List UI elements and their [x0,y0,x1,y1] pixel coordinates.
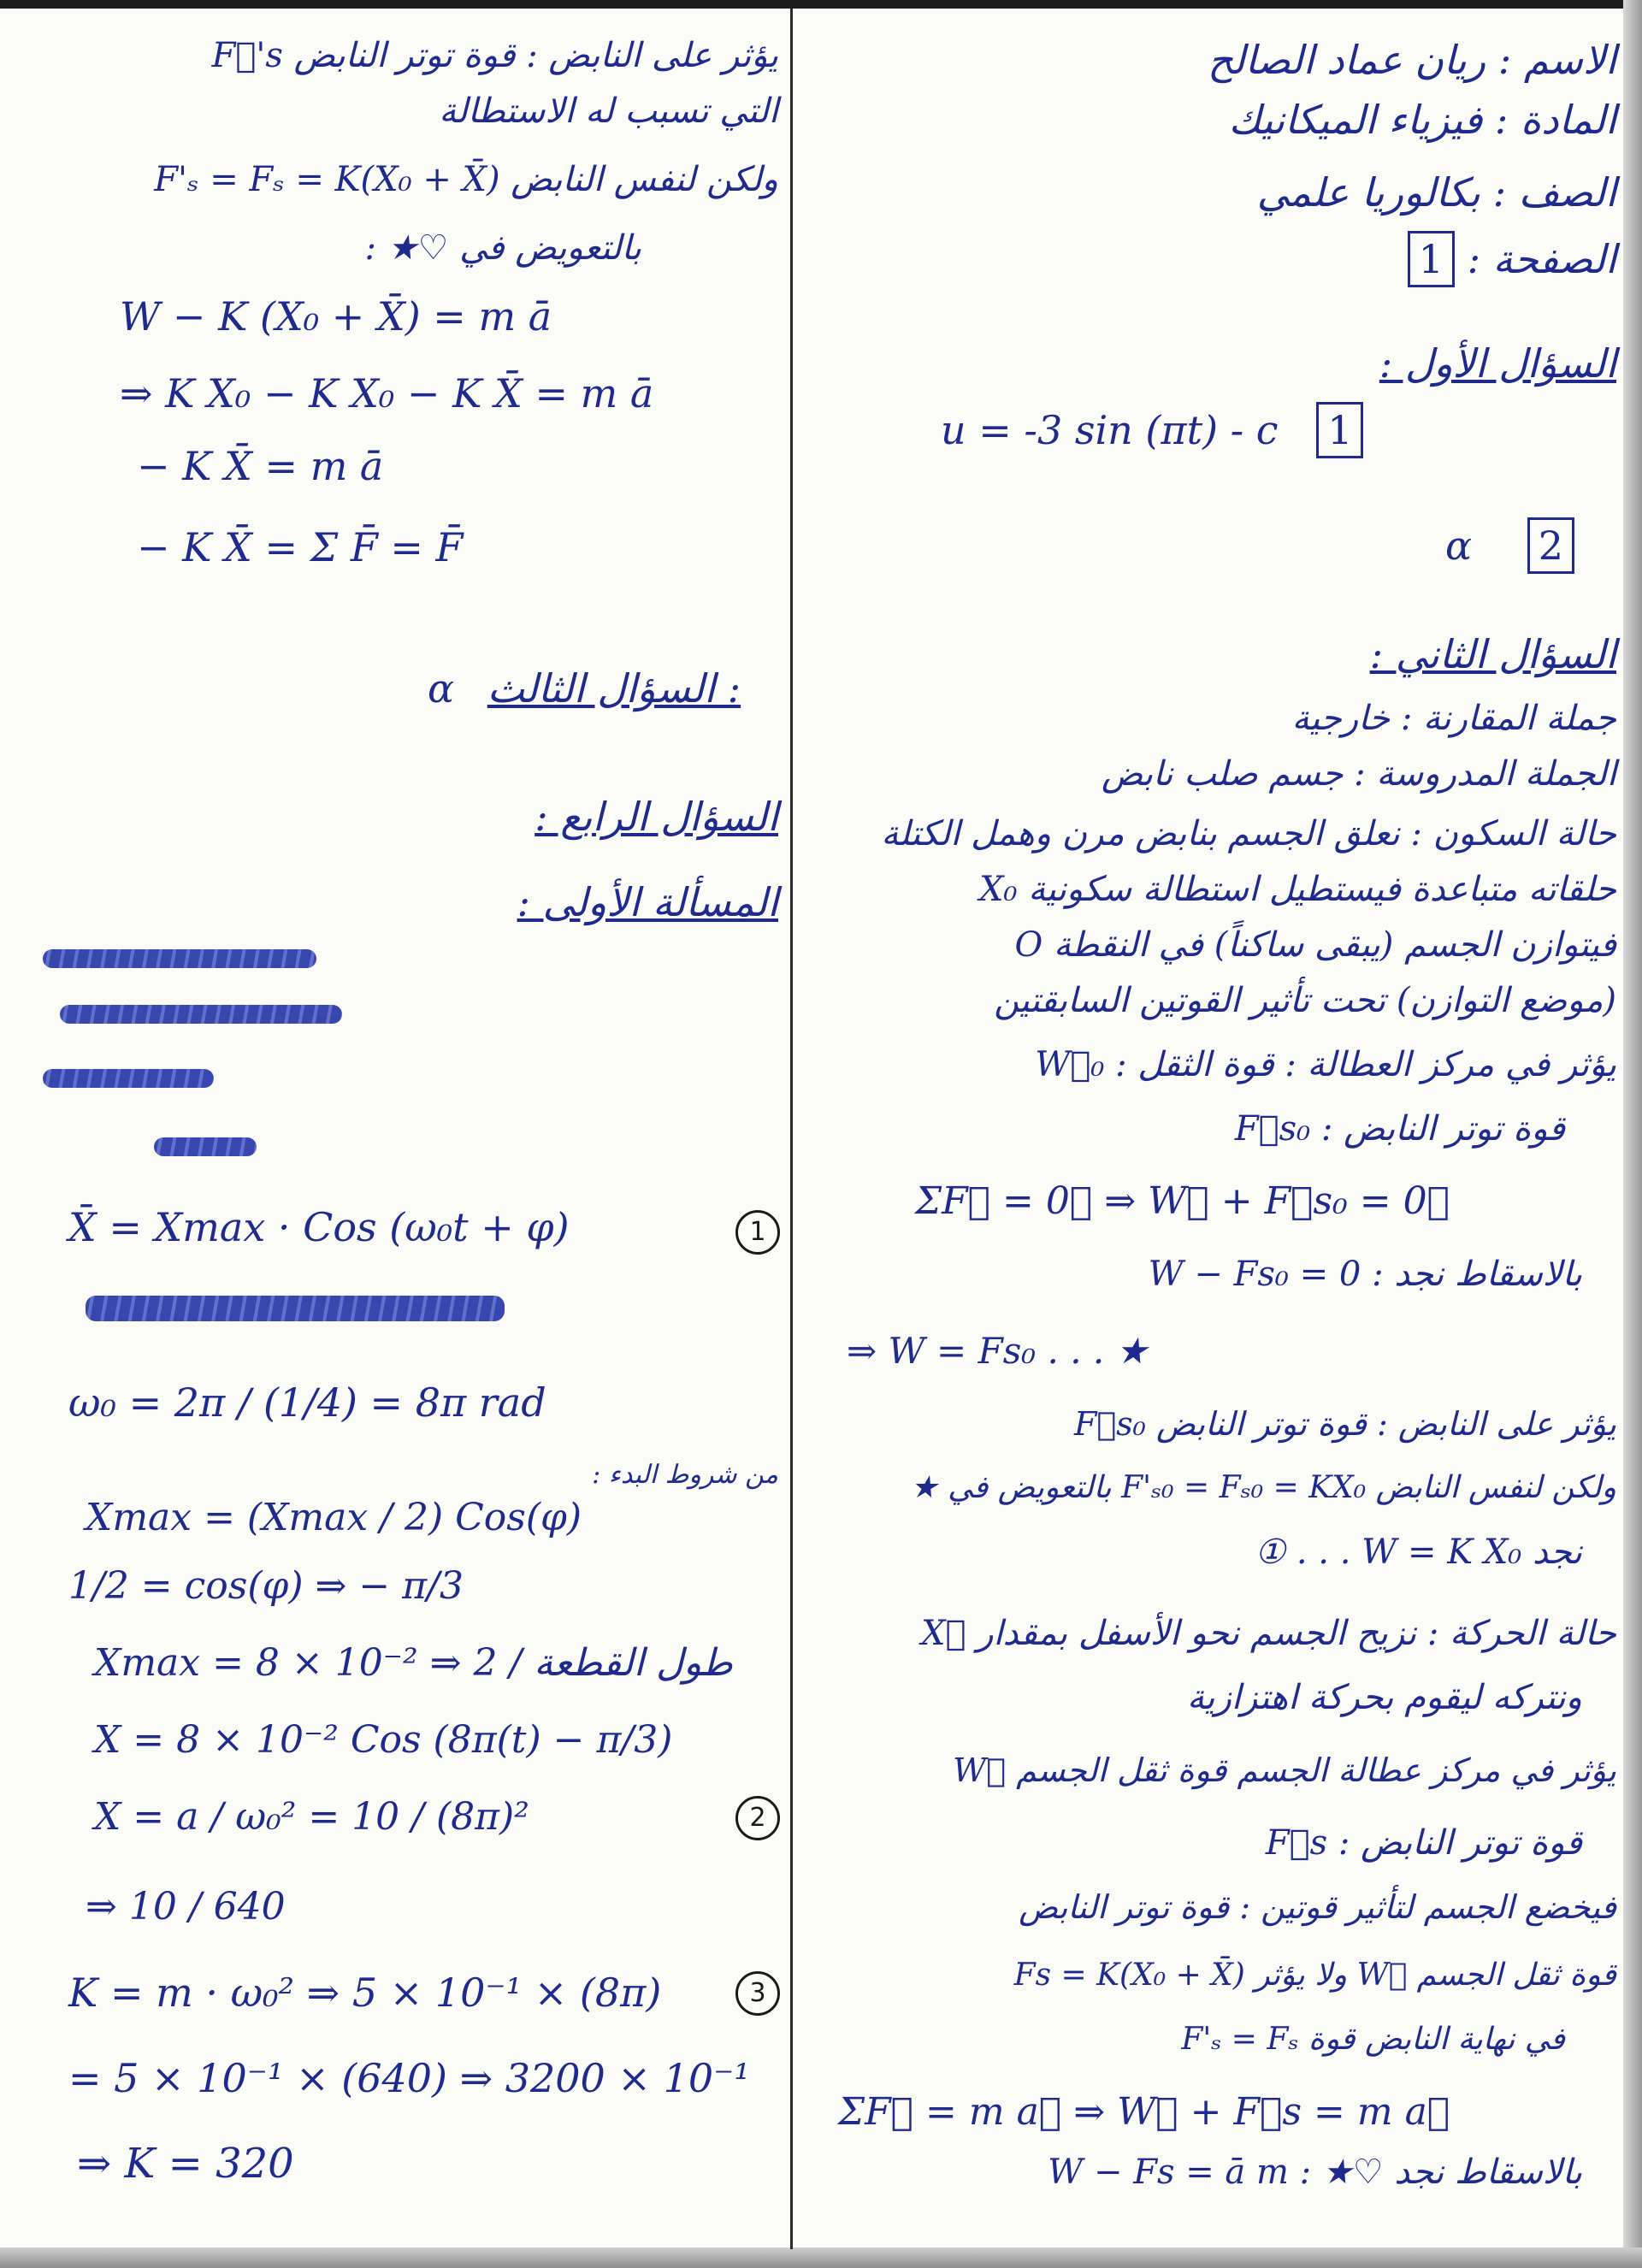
crossed-out-text [154,1137,257,1156]
q2-line: يؤثر في مركز العطالة : قوة الثقل : W⃗₀ [1035,1045,1616,1084]
crossed-out-text [60,1005,342,1024]
work-equation: K = m · ω₀² ⇒ 5 × 10⁻¹ × (8π) [68,1970,662,2016]
subject-line: المادة : فيزياء الميكانيك [1228,97,1616,143]
work-equation: Xmax = 8 × 10⁻² ⇒ طول القطعة / 2 [94,1641,733,1685]
q2-line: جملة المقارنة : خارجية [1291,699,1616,738]
page-label: الصفحة : [1467,236,1616,282]
left-top-line: ولكن لنفس النابض F'ₛ = Fₛ = K(X₀ + X̄) [154,160,778,199]
q2-line: فيخضع الجسم لتأثير قوتين : قوة توتر النابض [1019,1888,1616,1926]
left-equation: ⇒ K X₀ − K X₀ − K X̄ = m ā [120,370,654,416]
left-equation: W − K (X₀ + X̄) = m ā [120,293,552,340]
q2-line: يؤثر في مركز عطالة الجسم قوة ثقل الجسم W⃗ [953,1751,1616,1789]
work-equation: Xmax = (Xmax / 2) Cos(φ) [86,1496,582,1539]
q2-line: يؤثر على النابض : قوة توتر النابض F⃗s₀ [1073,1405,1616,1443]
class-line: الصف : بكالوريا علمي [1256,169,1616,216]
q2-title: السؤال الثاني : [1369,631,1616,677]
column-divider [790,9,793,2249]
q3-row [428,663,741,714]
q2-line: قوة توتر النابض : F⃗s [1265,1823,1582,1863]
q2-line: حلقاته متباعدة فيستطيل استطالة سكونية X₀ [978,870,1616,909]
circled-number: 3 [735,1971,780,2016]
crossed-out-text [43,1069,214,1088]
q4-title: السؤال الرابع : [535,794,778,840]
circled-number: 1 [735,1210,780,1255]
left-top-line: التي تسبب له الاستطالة [439,92,778,131]
problem1-title: المسألة الأولى : [517,879,778,925]
q1-title: السؤال الأول : [1379,340,1616,387]
work-equation: X̄ = Xmax · Cos (ω₀t + φ) [68,1204,570,1250]
work-equation: 1/2 = cos(φ) ⇒ − π/3 [68,1564,464,1608]
crossed-out-text [43,949,316,968]
q2-line: الجملة المدروسة : جسم صلب نابض [1102,754,1616,794]
work-equation: ⇒ 10 / 640 [86,1885,286,1928]
q2-line: نجد W = K X₀ . . . ① [1255,1533,1582,1572]
page-label-row [1408,231,1616,287]
q1-answer-2: α 2 [1445,517,1574,574]
student-name: الاسم : ريان عماد الصالح [1208,37,1616,83]
q2-line: حالة السكون : نعلق الجسم بنابض مرن وهمل الكتلة [881,814,1616,853]
work-equation: X = 8 × 10⁻² Cos (8π(t) − π/3) [94,1718,673,1762]
q2-equation: ΣF⃗ = m a⃗ ⇒ W⃗ + F⃗s = m a⃗ [838,2090,1450,2134]
q2-line: ونتركه ليقوم بحركة اهتزازية [1186,1678,1582,1717]
q3-answer: α [428,665,455,712]
q1-answer-1: u = -3 sin (πt) - c 1 [941,402,1363,458]
right-column [812,9,1616,2249]
left-column [34,9,778,2249]
q2-equation: ⇒ W = Fs₀ . . . ★ [847,1330,1149,1372]
left-top-line: بالتعويض في ♡★ : [364,228,641,268]
scan-edge-bottom [0,2247,1642,2268]
q2-line: قوة توتر النابض : F⃗s₀ [1234,1109,1565,1149]
q2-line: فيتوازن الجسم (يبقى ساكناً) في النقطة O [1014,925,1616,965]
scan-edge-top [0,0,1642,9]
q2-line: قوة ثقل الجسم W⃗ ولا يؤثر Fs = K(X₀ + X̄) [1013,1958,1616,1993]
q2-line: في نهاية النابض قوة F'ₛ = Fₛ [1181,2022,1565,2057]
work-equation: ω₀ = 2π / (1/4) = 8π rad [68,1379,546,1426]
work-equation: = 5 × 10⁻¹ × (640) ⇒ 3200 × 10⁻¹ [68,2055,750,2101]
scan-edge-right [1623,0,1642,2268]
q2-equation: ΣF⃗ = 0⃗ ⇒ W⃗ + F⃗s₀ = 0⃗ [915,1179,1450,1223]
q2-line: بالاسقاط نجد ♡★ : W − Fs = ā m [1048,2153,1582,2192]
left-equation: − K X̄ = Σ F̄ = F̄ [137,524,464,570]
q2-line: ولكن لنفس النابض F'ₛ₀ = Fₛ₀ = KX₀ بالتعويض في ★ [910,1470,1616,1505]
left-equation: − K X̄ = m ā [137,443,384,489]
page-number: 1 [1408,231,1455,287]
final-answer: ⇒ K = 320 [77,2140,294,2188]
crossed-out-text [86,1296,505,1321]
left-top-line: يؤثر على النابض : قوة توتر النابض F⃗'s [211,36,778,75]
q2-line: (موضع التوازن) تحت تأثير القوتين السابقتين [994,981,1616,1020]
q3-title: السؤال الثالث : [487,665,741,712]
q2-line: حالة الحركة : نزيح الجسم نحو الأسفل بمقدار X⃗ [921,1614,1616,1653]
work-equation: X = a / ω₀² = 10 / (8π)² [94,1795,529,1839]
circled-number: 2 [735,1796,780,1840]
work-note: من شروط البدء : [592,1460,778,1490]
q2-line: بالاسقاط نجد : W − Fs₀ = 0 [1148,1255,1582,1294]
